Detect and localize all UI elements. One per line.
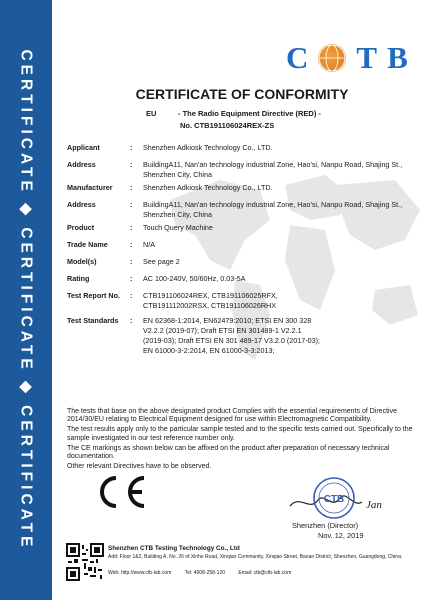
field-value: Shenzhen Adkiosk Technology Co., LTD. xyxy=(143,143,273,152)
signatory-title: Shenzhen (Director) xyxy=(292,521,359,530)
footer-email: Email: ctb@ctb-lab.com xyxy=(238,570,292,576)
ctb-logo xyxy=(286,40,408,76)
field-value: N/A xyxy=(143,240,155,249)
field-value: BuildingA11, Nan'an technology industrial Zone, Hao'si, Nanpu Road, Shajing St., Shenzhen City, China xyxy=(143,200,403,219)
field-value: See page 2 xyxy=(143,257,180,266)
certificate-title: CERTIFICATE OF CONFORMITY xyxy=(135,86,349,102)
signature-name: Jan xyxy=(366,499,382,511)
logo-letter-c: C xyxy=(286,40,309,75)
field-label: Product xyxy=(67,223,95,232)
logo-letter-t: T xyxy=(356,40,378,75)
field-label: Applicant xyxy=(67,143,100,152)
stamp-text: CTB xyxy=(323,494,345,505)
field-value: EN 62368-1:2014, EN62479:2010; ETSI EN 300 328 V2.2.2 (2019-07); Draft ETSI EN 301489-1 V2.2.1 (2019-03); Draft ETSI EN 301 489-17 V3.2.0 (2017-03); EN 61000-3-2:2014, EN 61000-3-3:2013; xyxy=(143,316,320,355)
field-label: Model(s) xyxy=(67,257,97,266)
statement-paragraph: Other relevant Directives have to be observed. xyxy=(67,463,212,471)
directive-region: EU xyxy=(146,109,157,118)
field-value: Touch Query Machine xyxy=(143,223,213,232)
field-label: Address xyxy=(67,200,96,209)
field-label: Manufacturer xyxy=(67,183,113,192)
logo-letter-b: B xyxy=(387,40,408,75)
footer-tel: Tel: 4008-258-120 xyxy=(184,570,225,576)
side-banner xyxy=(0,0,52,600)
qr-code xyxy=(66,543,104,581)
logo-globe-icon xyxy=(318,44,346,72)
field-label: Trade Name xyxy=(67,240,108,249)
field-label: Rating xyxy=(67,274,90,283)
side-banner-text: CERTIFICATE ◆ CERTIFICATE ◆ CERTIFICATE xyxy=(17,49,35,551)
field-label: Test Report No. xyxy=(67,291,120,300)
footer-company-name: Shenzhen CTB Testing Technology Co., Ltd xyxy=(108,545,240,552)
compliance-statements xyxy=(67,408,419,473)
field-value: Shenzhen Adkiosk Technology Co., LTD. xyxy=(143,183,273,192)
statement-paragraph: The tests that base on the above designated product Complies with the essential requirements of Directive 2014/30/EU relating to Electrical Equipment designed for use within Electromagnetic Compatibility. xyxy=(67,408,397,424)
footer-address: Add: Floor 1&2, Building A, No. 26 of Xinhe Road, Xinqiao Community, Xinqiao Street, Baoan District, Shenzhen, Guangdong, China. xyxy=(108,554,403,560)
footer-contact xyxy=(108,570,291,576)
field-label: Test Standards xyxy=(67,316,119,325)
directive-name: - The Radio Equipment Directive (RED) - xyxy=(178,109,321,118)
field-value: AC 100-240V, 50/60Hz, 0.03-5A xyxy=(143,274,246,283)
field-value: BuildingA11, Nan'an technology industrial Zone, Hao'si, Nanpu Road, Shajing St., Shenzhen City, China xyxy=(143,160,403,179)
signature-date: Nov. 12, 2019 xyxy=(318,531,364,540)
statement-paragraph: The test results apply only to the particular sample tested and to the specific tests carried out. Specifically to the sample investigated in our test reference number only. xyxy=(67,426,413,442)
field-label: Address xyxy=(67,160,96,169)
footer-web: Web: http://www.ctb-lab.com xyxy=(108,570,172,576)
certificate-number: No. CTB191106024REX-ZS xyxy=(180,121,275,130)
field-value: CTB191106024REX, CTB191106025RFX, CTB191112002RSX, CTB191106026RHX xyxy=(143,291,278,310)
statement-paragraph: The CE markings as shown below can be affixed on the product after preparation of necessary technical documentation. xyxy=(67,444,390,461)
ce-mark-logo xyxy=(96,474,152,510)
